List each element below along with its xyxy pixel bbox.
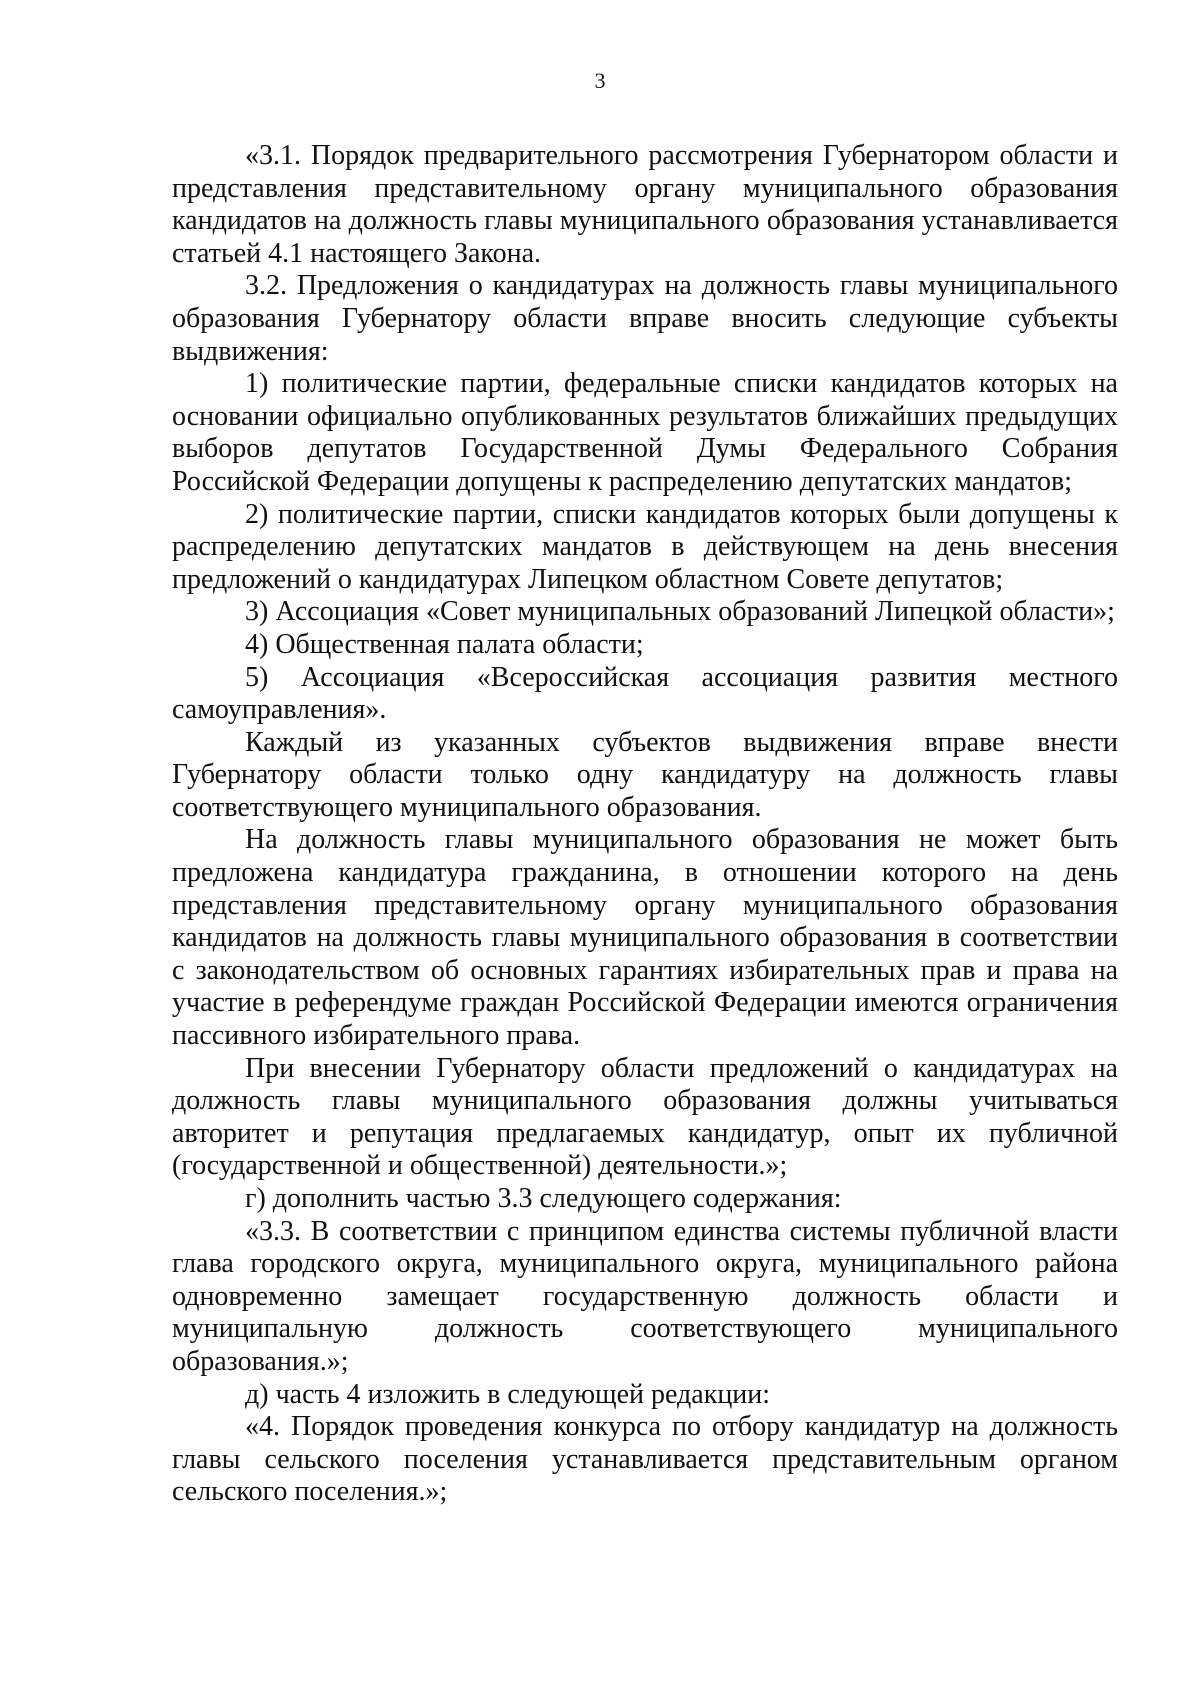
paragraph-3-3: «3.3. В соответствии с принципом единства системы публичной власти глава городского округа, муниципального округа, муниципального района одновременно замещает государственную должность области и муниципальную должность соответствующего муниципального образования.»;	[172, 1215, 1118, 1377]
list-item-2: 2) политические партии, списки кандидатов которых были допущены к распределению депутатских мандатов в действующем на день внесения предложений о кандидатурах Липецком областном Совете депутатов;	[172, 498, 1118, 595]
list-item-1: 1) политические партии, федеральные списки кандидатов которых на основании официально опубликованных результатов ближайших предыдущих выборов депутатов Государственной Думы Федерального Собрания Российской Федерации допущены к распределению депутатских мандатов;	[172, 368, 1118, 497]
paragraph-4: «4. Порядок проведения конкурса по отбору кандидатур на должность главы сельского поселения устанавливается представительным органом сельского поселения.»;	[172, 1411, 1118, 1508]
amendment-g: г) дополнить частью 3.3 следующего содержания:	[245, 1183, 842, 1214]
paragraph-one-candidate: Каждый из указанных субъектов выдвижения вправе внести Губернатору области только одну кандидатуру на должность главы соответствующего муниципального образования.	[172, 726, 1118, 823]
document-body	[172, 140, 1118, 1509]
paragraph-authority: При внесении Губернатору области предложений о кандидатурах на должность главы муниципального образования должны учитываться авторитет и репутация предлагаемых кандидатур, опыт их публичной (государственной и общественной) деятельности.»;	[172, 1052, 1118, 1182]
amendment-d: д) часть 4 изложить в следующей редакции:	[245, 1378, 771, 1410]
paragraph-3-1: «3.1. Порядок предварительного рассмотрения Губернатором области и представления представительному органу муниципального образования кандидатов на должность главы муниципального образования устанавливается статьей 4.1 настоящего Закона.	[172, 140, 1118, 269]
paragraph-restrictions: На должность главы муниципального образования не может быть предложена кандидатура гражданина, в отношении которого на день представления представительному органу муниципального образования кандидатов на должность главы муниципального образования в соответствии с законодательством об основных гарантиях избирательных прав и права на участие в референдуме граждан Российской Федерации имеются ограничения пассивного избирательного права.	[172, 824, 1118, 1052]
list-item-3: 3) Ассоциация «Совет муниципальных образований Липецкой области»;	[245, 596, 1115, 628]
list-item-4: 4) Общественная палата области;	[245, 628, 644, 660]
paragraph-3-2: 3.2. Предложения о кандидатурах на должность главы муниципального образования Губернатору области вправе вносить следующие субъекты выдвижения:	[172, 270, 1118, 367]
page-number: 3	[594, 68, 606, 93]
list-item-5: 5) Ассоциация «Всероссийская ассоциация развития местного самоуправления».	[172, 661, 1118, 726]
